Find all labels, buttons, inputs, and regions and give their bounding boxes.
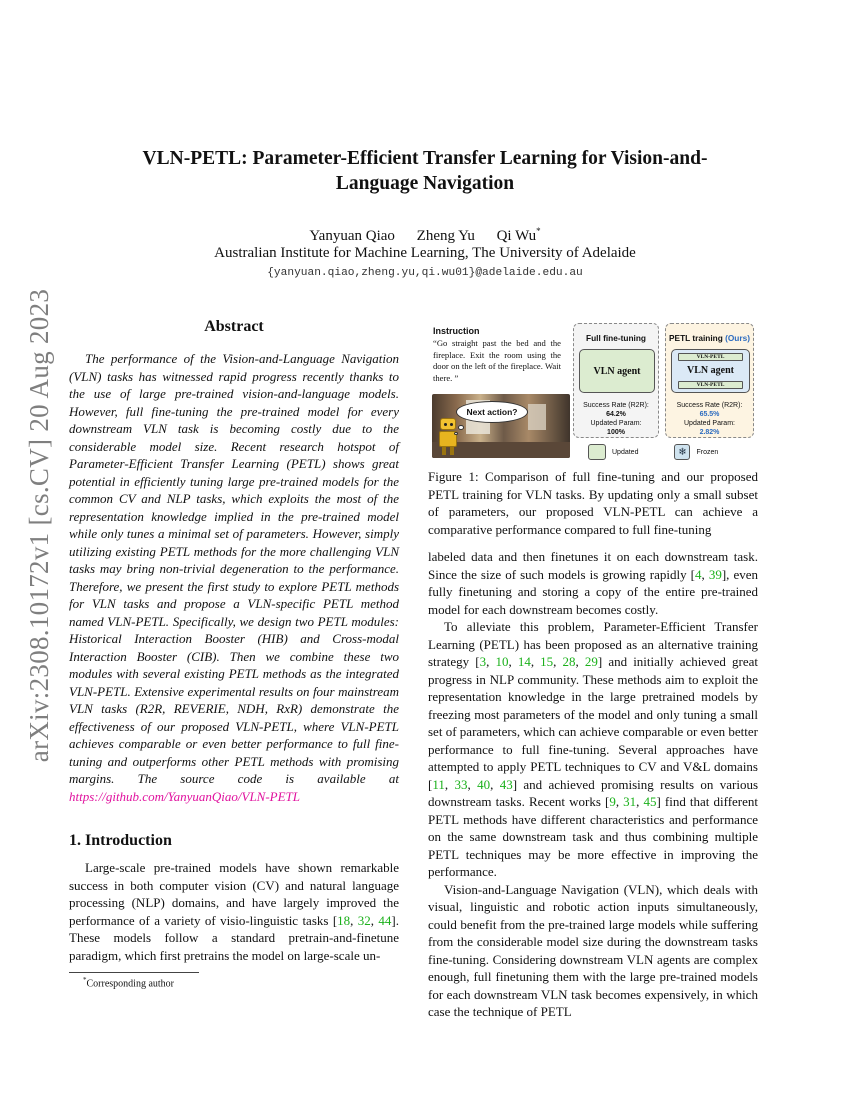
figure-caption: Figure 1: Comparison of full fine-tuning and our proposed PETL training for VLN tasks. By updating only a small subset of parameters, our proposed VLN-PETL can achieve a comparative performance compared to full fine-tuning — [428, 469, 758, 537]
right-column — [428, 318, 758, 1021]
arxiv-identifier: arXiv:2308.10172v1 [cs.CV] 20 Aug 2023 — [24, 288, 55, 762]
petl-module-top: VLN-PETL — [678, 353, 743, 361]
footnote-rule — [69, 972, 199, 973]
snowflake-icon: ❄ — [674, 444, 690, 460]
corresponding-mark: * — [536, 226, 541, 236]
paper-title: VLN-PETL: Parameter-Efficient Transfer Learning for Vision-and-Language Navigation — [142, 148, 708, 194]
author-3: Qi Wu* — [496, 226, 541, 244]
petl-training-title: PETL training (Ours) — [669, 333, 750, 343]
instruction-label: Instruction — [433, 326, 480, 336]
abstract-heading: Abstract — [204, 318, 264, 335]
body-paragraph: Vision-and-Language Navigation (VLN), which deals with visual, linguistic and robotic action inputs simultaneously, could benefit from the pre-trained large models while suffering from the considerable model size during the downstream tasks fine-tuning. Considering downstream VLN agents are complex enough, full finetuning them with the large pre-trained models for each downstream VLN task becomes expensively, in which case the technique of PETL — [428, 881, 758, 1019]
author-list — [0, 226, 850, 245]
figure-1 — [428, 318, 758, 466]
updated-swatch-icon — [588, 444, 606, 460]
footnote: *Corresponding author — [83, 976, 174, 990]
body-paragraph: To alleviate this problem, Parameter-Efficient Transfer Learning (PETL) has been proposed as an alternative training strategy [3, 10, 14, 15, 28, 29] and initially achieved great progress in NLP community. These methods aim to exploit the representation knowledge in the large pretrained models by freezing most parameters of the model and only tuning a small set of parameters, which can achieve comparable or even better performance to full fine-tuning. Several approaches have attempted to apply PETL techniques to CV and V&L domains [11, 33, 40, 43] and achieved promising results on various downstream tasks. Recent works [9, 31, 45] find that different PETL methods have different characteristics and performance on the same downstream task and thus combining multiple PETL techniques may be more effective in improving the performance. — [428, 619, 759, 879]
affiliation: Australian Institute for Machine Learning, The University of Adelaide — [214, 245, 636, 261]
left-column — [69, 318, 399, 989]
figure-legend: Updated ❄ Frozen — [588, 444, 718, 460]
citation[interactable]: 44 — [378, 912, 392, 928]
intro-heading: 1. Introduction — [69, 832, 172, 849]
vln-agent-petl-box: VLN-PETL VLN agent VLN-PETL — [671, 349, 750, 393]
body-paragraph: labeled data and then finetunes it on each downstream task. Since the size of such models is growing rapidly [4, 39], even fully finetuning and storing a copy of the entire pre-trained model for each downstream becomes costly. — [428, 549, 759, 617]
petl-training-panel — [665, 323, 754, 438]
full-finetuning-title: Full fine-tuning — [586, 333, 646, 343]
email: {yanyuan.qiao,zheng.yu,qi.wu01}@adelaide.edu.au — [267, 267, 583, 279]
citation[interactable]: 32 — [357, 912, 371, 928]
source-code-link[interactable]: https://github.com/YanyuanQiao/VLN-PETL — [69, 788, 301, 804]
robot-agent-icon — [437, 418, 459, 456]
author-2: Zheng Yu — [416, 228, 475, 244]
citation[interactable]: 18 — [337, 912, 351, 928]
petl-module-bottom: VLN-PETL — [678, 381, 743, 389]
abstract-text: The performance of the Vision-and-Language Navigation (VLN) tasks has witnessed rapid progress recently thanks to the use of large pre-trained vision-and-language models. However, full fine-tuning the pre-trained model for every downstream VLN task is becoming costly due to the considerable model size. Recent research hotspot of Parameter-Efficient Transfer Learning (PETL) shows great potential in efficiently tuning large pre-trained models for the common CV and NLP tasks, which exploits the most of the representation knowledge implied in the pre-trained model while only tunes a minimal set of parameters. However, simply utilizing existing PETL methods for the more challenging VLN tasks may bring non-trivial degeneration to the performance. Therefore, we present the first study to explore PETL methods for VLN tasks and propose a VLN-specific PETL method named VLN-PETL. Specifically, we design two PETL modules: Historical Interaction Booster (HIB) and Cross-modal Interaction Booster (CIB). Then we combine these two modules with several existing PETL methods as the integrated VLN-PETL. Extensive experimental results on four mainstream VLN tasks (R2R, REVERIE, NDH, RxR) demonstrate the effectiveness of our proposed VLN-PETL, where VLN-PETL achieves comparable or even better performance to full fine-tuning and outperforms other PETL methods with promising margins. The source code is available at https://github.com/YanyuanQiao/VLN-PETL — [69, 351, 399, 804]
vln-agent-box: VLN agent — [579, 349, 655, 393]
petl-training-stats: Success Rate (R2R): 65.5% Updated Param: 2.82% — [676, 402, 743, 436]
intro-paragraph: Large-scale pre-trained models have shown remarkable success in both computer vision (CV) and natural language processing (NLP) domains, and have largely improved the performance of a variety of visio-linguistic tasks [18, 32, 44]. These models follow a standard pretrain-and-finetune paradigm, which first pretrains the model on large-scale un- — [69, 860, 399, 963]
speech-bubble: Next action? — [456, 401, 528, 423]
instruction-text: “Go straight past the bed and the fireplace. Exit the room using the door on the left of the fireplace. Wait there. ” — [433, 338, 561, 383]
full-finetuning-stats: Success Rate (R2R): 64.2% Updated Param: 100% — [583, 402, 649, 436]
author-1: Yanyuan Qiao — [309, 228, 395, 244]
full-finetuning-panel — [573, 323, 659, 438]
